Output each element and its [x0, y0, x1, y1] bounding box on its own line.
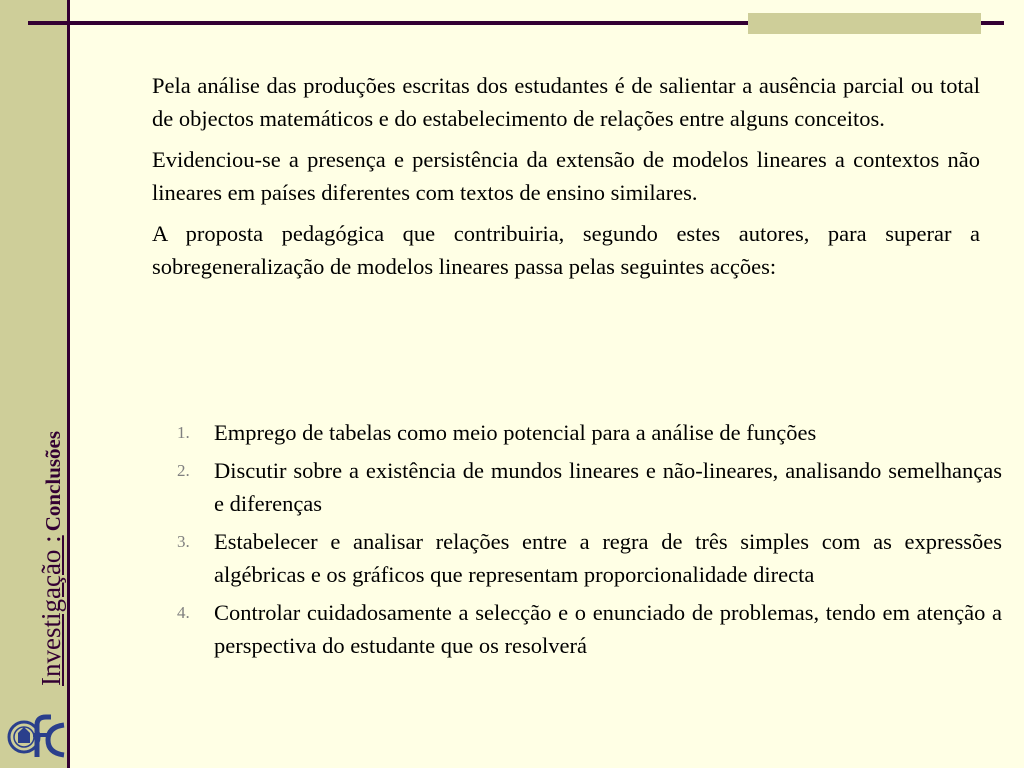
- sidebar-divider: [67, 0, 70, 768]
- list-text: Discutir sobre a existência de mundos lineares e não-lineares, analisando semelhanças e diferenças: [214, 458, 1002, 516]
- top-accent-block: [748, 13, 981, 34]
- sidebar-title: Investigação :: [36, 535, 66, 686]
- action-list: [152, 416, 1002, 667]
- list-item: [152, 525, 1002, 591]
- sidebar-vertical-title: [38, 431, 65, 686]
- list-item: [152, 454, 1002, 520]
- paragraph-3: A proposta pedagógica que contribuiria, segundo estes autores, para superar a sobregeneralização de modelos lineares passa pelas seguintes acções:: [152, 221, 980, 279]
- list-number: 1.: [177, 423, 190, 442]
- paragraph-2: Evidenciou-se a presença e persistência da extensão de modelos lineares a contextos não lineares em países diferentes com textos de ensino similares.: [152, 147, 980, 205]
- list-text: Controlar cuidadosamente a selecção e o enunciado de problemas, tendo em atenção a perspectiva do estudante que os resolverá: [214, 600, 1002, 658]
- list-text: Estabelecer e analisar relações entre a regra de três simples com as expressões algébricas e os gráficos que representam proporcionalidade directa: [214, 529, 1002, 587]
- list-number: 3.: [177, 532, 190, 551]
- list-item: [152, 596, 1002, 662]
- list-number: 2.: [177, 461, 190, 480]
- list-text: Emprego de tabelas como meio potencial para a análise de funções: [214, 420, 817, 445]
- list-item: [152, 416, 1002, 449]
- paragraph-1: Pela análise das produções escritas dos estudantes é de salientar a ausência parcial ou total de objectos matemáticos e do estabelecimento de relações entre alguns conceitos.: [152, 73, 980, 131]
- sidebar-subtitle: Conclusões: [41, 430, 65, 532]
- list-number: 4.: [177, 603, 190, 622]
- body-text: [152, 69, 980, 291]
- fc-university-logo-icon: [4, 707, 66, 765]
